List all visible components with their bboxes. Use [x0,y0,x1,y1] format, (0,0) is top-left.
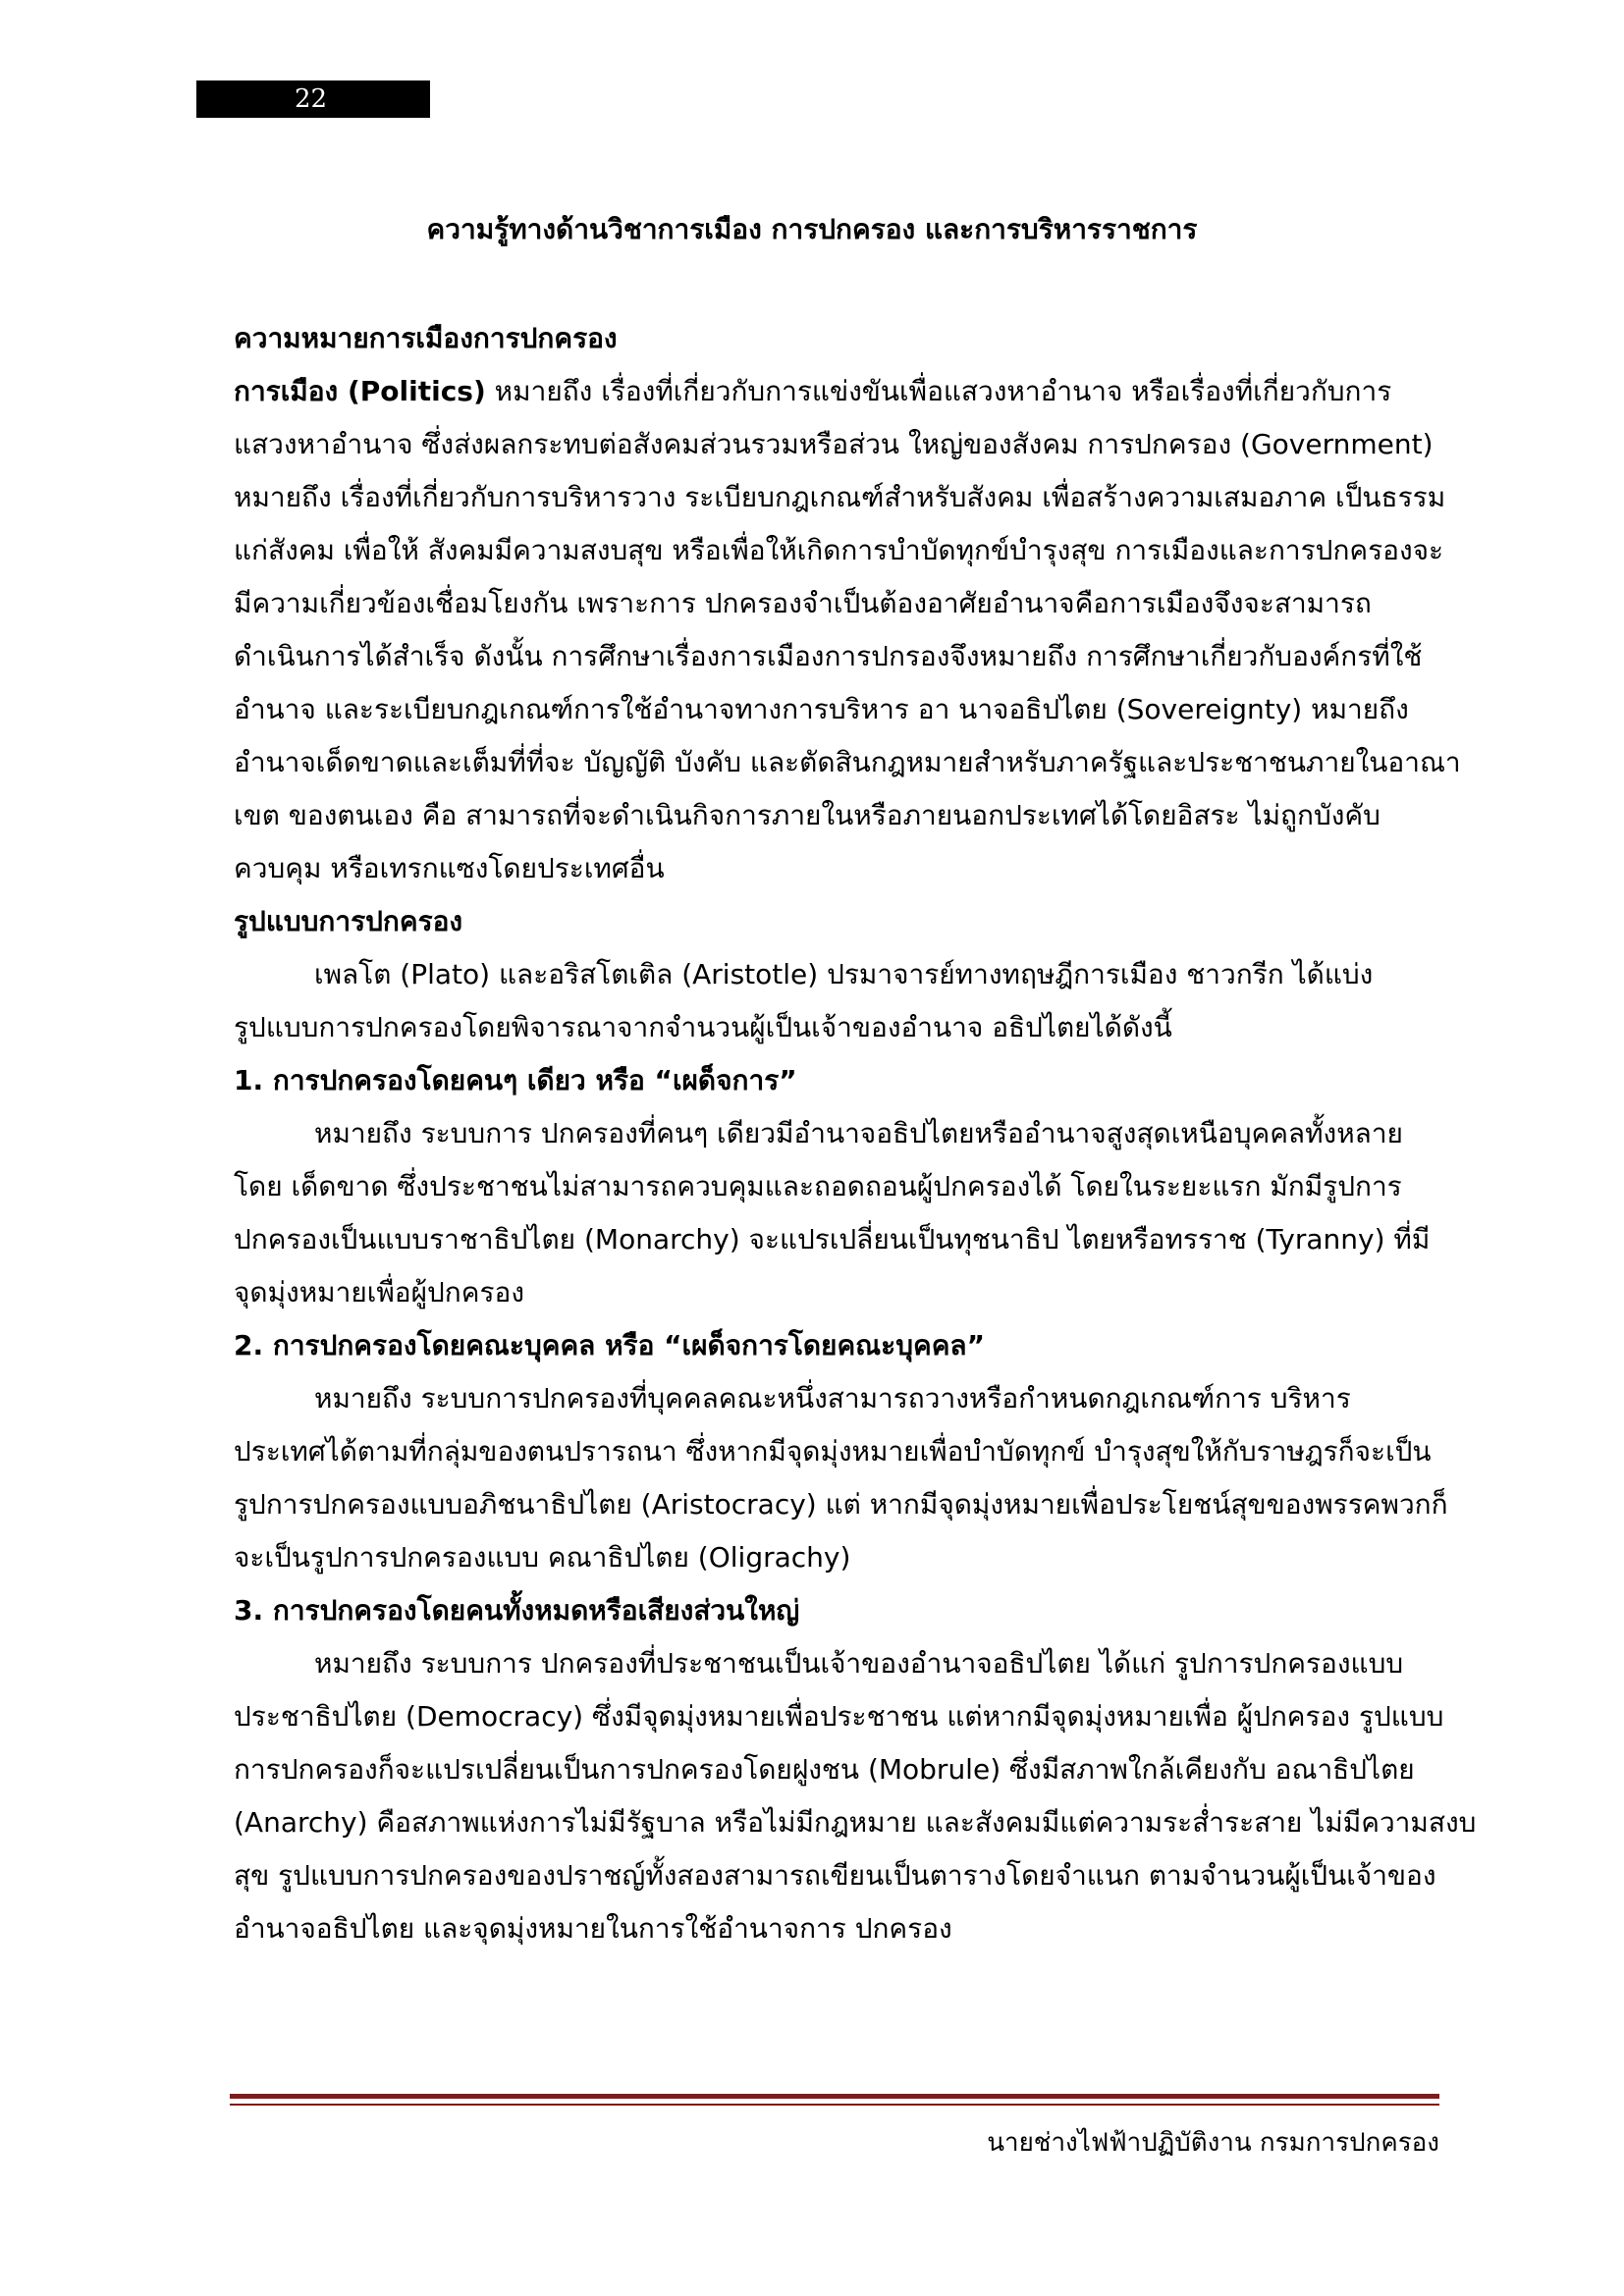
paragraph-line: ปกครองเป็นแบบราชาธิปไตย (Monarchy) จะแปรเปลี่ยนเป็นทุชนาธิป ไตยหรือทรราช (Tyranny) ที่มี [234,1223,1431,1255]
subsection-heading-3: 3. การปกครองโดยคนทั้งหมดหรือเสียงส่วนใหญ่ [234,1594,800,1627]
paragraph-line: หมายถึง ระบบการ ปกครองที่ประชาชนเป็นเจ้าของอำนาจอธิปไตย ได้แก่ รูปการปกครองแบบ [314,1647,1404,1680]
paragraph-line: อำนาจเด็ดขาดและเต็มที่ที่จะ บัญญัติ บังคับ และตัดสินกฎหมายสำหรับภาครัฐและประชาชนภายในอาณา [234,746,1461,778]
paragraph-line: หมายถึง ระบบการ ปกครองที่คนๆ เดียวมีอำนาจอธิปไตยหรืออำนาจสูงสุดเหนือบุคคลทั้งหลาย [314,1117,1403,1149]
paragraph-line: การปกครองก็จะแปรเปลี่ยนเป็นการปกครองโดยฝูงชน (Mobrule) ซึ่งมีสภาพใกล้เคียงกับ อณาธิปไตย [234,1753,1415,1786]
paragraph-line: จุดมุ่งหมายเพื่อผู้ปกครอง [234,1276,524,1308]
paragraph-line: หมายถึง ระบบการปกครองที่บุคคลคณะหนึ่งสามารถวางหรือกำหนดกฎเกณฑ์การ บริหาร [314,1382,1351,1415]
subsection-heading-1: 1. การปกครองโดยคนๆ เดียว หรือ “เผด็จการ” [234,1064,797,1096]
paragraph-line: อำนาจ และระเบียบกฎเกณฑ์การใช้อำนาจทางการบริหาร อา นาจอธิปไตย (Sovereignty) หมายถึง [234,693,1409,725]
paragraph-line: สุข รูปแบบการปกครองของปราชญ์ทั้งสองสามารถเขียนเป็นตารางโดยจำแนก ตามจำนวนผู้เป็นเจ้าของ [234,1859,1436,1892]
footer-text: นายช่างไฟฟ้าปฏิบัติงาน กรมการปกครอง [987,2128,1439,2158]
page-number: 22 [196,80,430,118]
section-heading-forms: รูปแบบการปกครอง [234,905,463,937]
paragraph-line: อำนาจอธิปไตย และจุดมุ่งหมายในการใช้อำนาจการ ปกครอง [234,1912,952,1945]
paragraph-line: มีความเกี่ยวข้องเชื่อมโยงกัน เพราะการ ปกครองจำเป็นต้องอาศัยอำนาจคือการเมืองจึงจะสามารถ [234,587,1372,619]
paragraph-line: ดำเนินการได้สำเร็จ ดังนั้น การศึกษาเรื่องการเมืองการปกรองจึงหมายถึง การศึกษาเกี่ยวกับองค์กรที่ใช้ [234,640,1423,672]
term-politics: การเมือง (Politics) [234,375,486,407]
paragraph-line: (Anarchy) คือสภาพแห่งการไม่มีรัฐบาล หรือไม่มีกฎหมาย และสังคมมีแต่ความระส่ำระสาย ไม่มีความสงบ [234,1806,1477,1839]
section-heading-meaning: ความหมายการเมืองการปกครอง [234,322,618,354]
document-title: ความรู้ทางด้านวิชาการเมือง การปกครอง และการบริหารราชการ [426,213,1198,245]
paragraph-line: ประเทศได้ตามที่กลุ่มของตนปรารถนา ซึ่งหากมีจุดมุ่งหมายเพื่อบำบัดทุกข์ บำรุงสุขให้กับราษฎรก็จะเป็น [234,1435,1432,1468]
paragraph-line: รูปการปกครองแบบอภิชนาธิปไตย (Aristocracy) แต่ หากมีจุดมุ่งหมายเพื่อประโยชน์สุขของพรรคพวกก็ [234,1488,1448,1521]
paragraph-line: หมายถึง เรื่องที่เกี่ยวกับการบริหารวาง ระเบียบกฎเกณฑ์สำหรับสังคม เพื่อสร้างความเสมอภาค เป็นธรรม [234,481,1446,513]
document-body [234,312,1477,1955]
subsection-heading-2: 2. การปกครองโดยคณะบุคคล หรือ “เผด็จการโดยคณะบุคคล” [234,1329,985,1362]
paragraph-line: รูปแบบการปกครองโดยพิจารณาจากจำนวนผู้เป็นเจ้าของอำนาจ อธิปไตยได้ดังนี้ [234,1011,1172,1043]
paragraph-line: การเมือง (Politics) หมายถึง เรื่องที่เกี่ยวกับการแข่งขันเพื่อแสวงหาอำนาจ หรือเรื่องที่เกี่ยวกับการ [234,375,1392,407]
paragraph-line: เพลโต (Plato) และอริสโตเติล (Aristotle) ปรมาจารย์ทางทฤษฎีการเมือง ชาวกรีก ได้แบ่ง [314,958,1374,990]
footer-divider-thin [230,2104,1439,2106]
paragraph-line: เขต ของตนเอง คือ สามารถที่จะดำเนินกิจการภายในหรือภายนอกประเทศได้โดยอิสระ ไม่ถูกบังคับ [234,799,1380,831]
paragraph-line: โดย เด็ดขาด ซึ่งประชาชนไม่สามารถควบคุมและถอดถอนผู้ปกครองได้ โดยในระยะแรก มักมีรูปการ [234,1170,1402,1202]
paragraph-line: ควบคุม หรือเทรกแซงโดยประเทศอื่น [234,852,665,884]
paragraph-line: แก่สังคม เพื่อให้ สังคมมีความสงบสุข หรือเพื่อให้เกิดการบำบัดทุกข์บำรุงสุข การเมืองและการปกครองจะ [234,534,1444,566]
paragraph-line: จะเป็นรูปการปกครองแบบ คณาธิปไตย (Oligrachy) [234,1541,851,1574]
paragraph-line: แสวงหาอำนาจ ซึ่งส่งผลกระทบต่อสังคมส่วนรวมหรือส่วน ใหญ่ของสังคม การปกครอง (Government) [234,428,1434,460]
paragraph-line: ประชาธิปไตย (Democracy) ซึ่งมีจุดมุ่งหมายเพื่อประชาชน แต่หากมีจุดมุ่งหมายเพื่อ ผู้ปกครอง รูปแบบ [234,1700,1444,1733]
footer-divider [230,2094,1439,2099]
